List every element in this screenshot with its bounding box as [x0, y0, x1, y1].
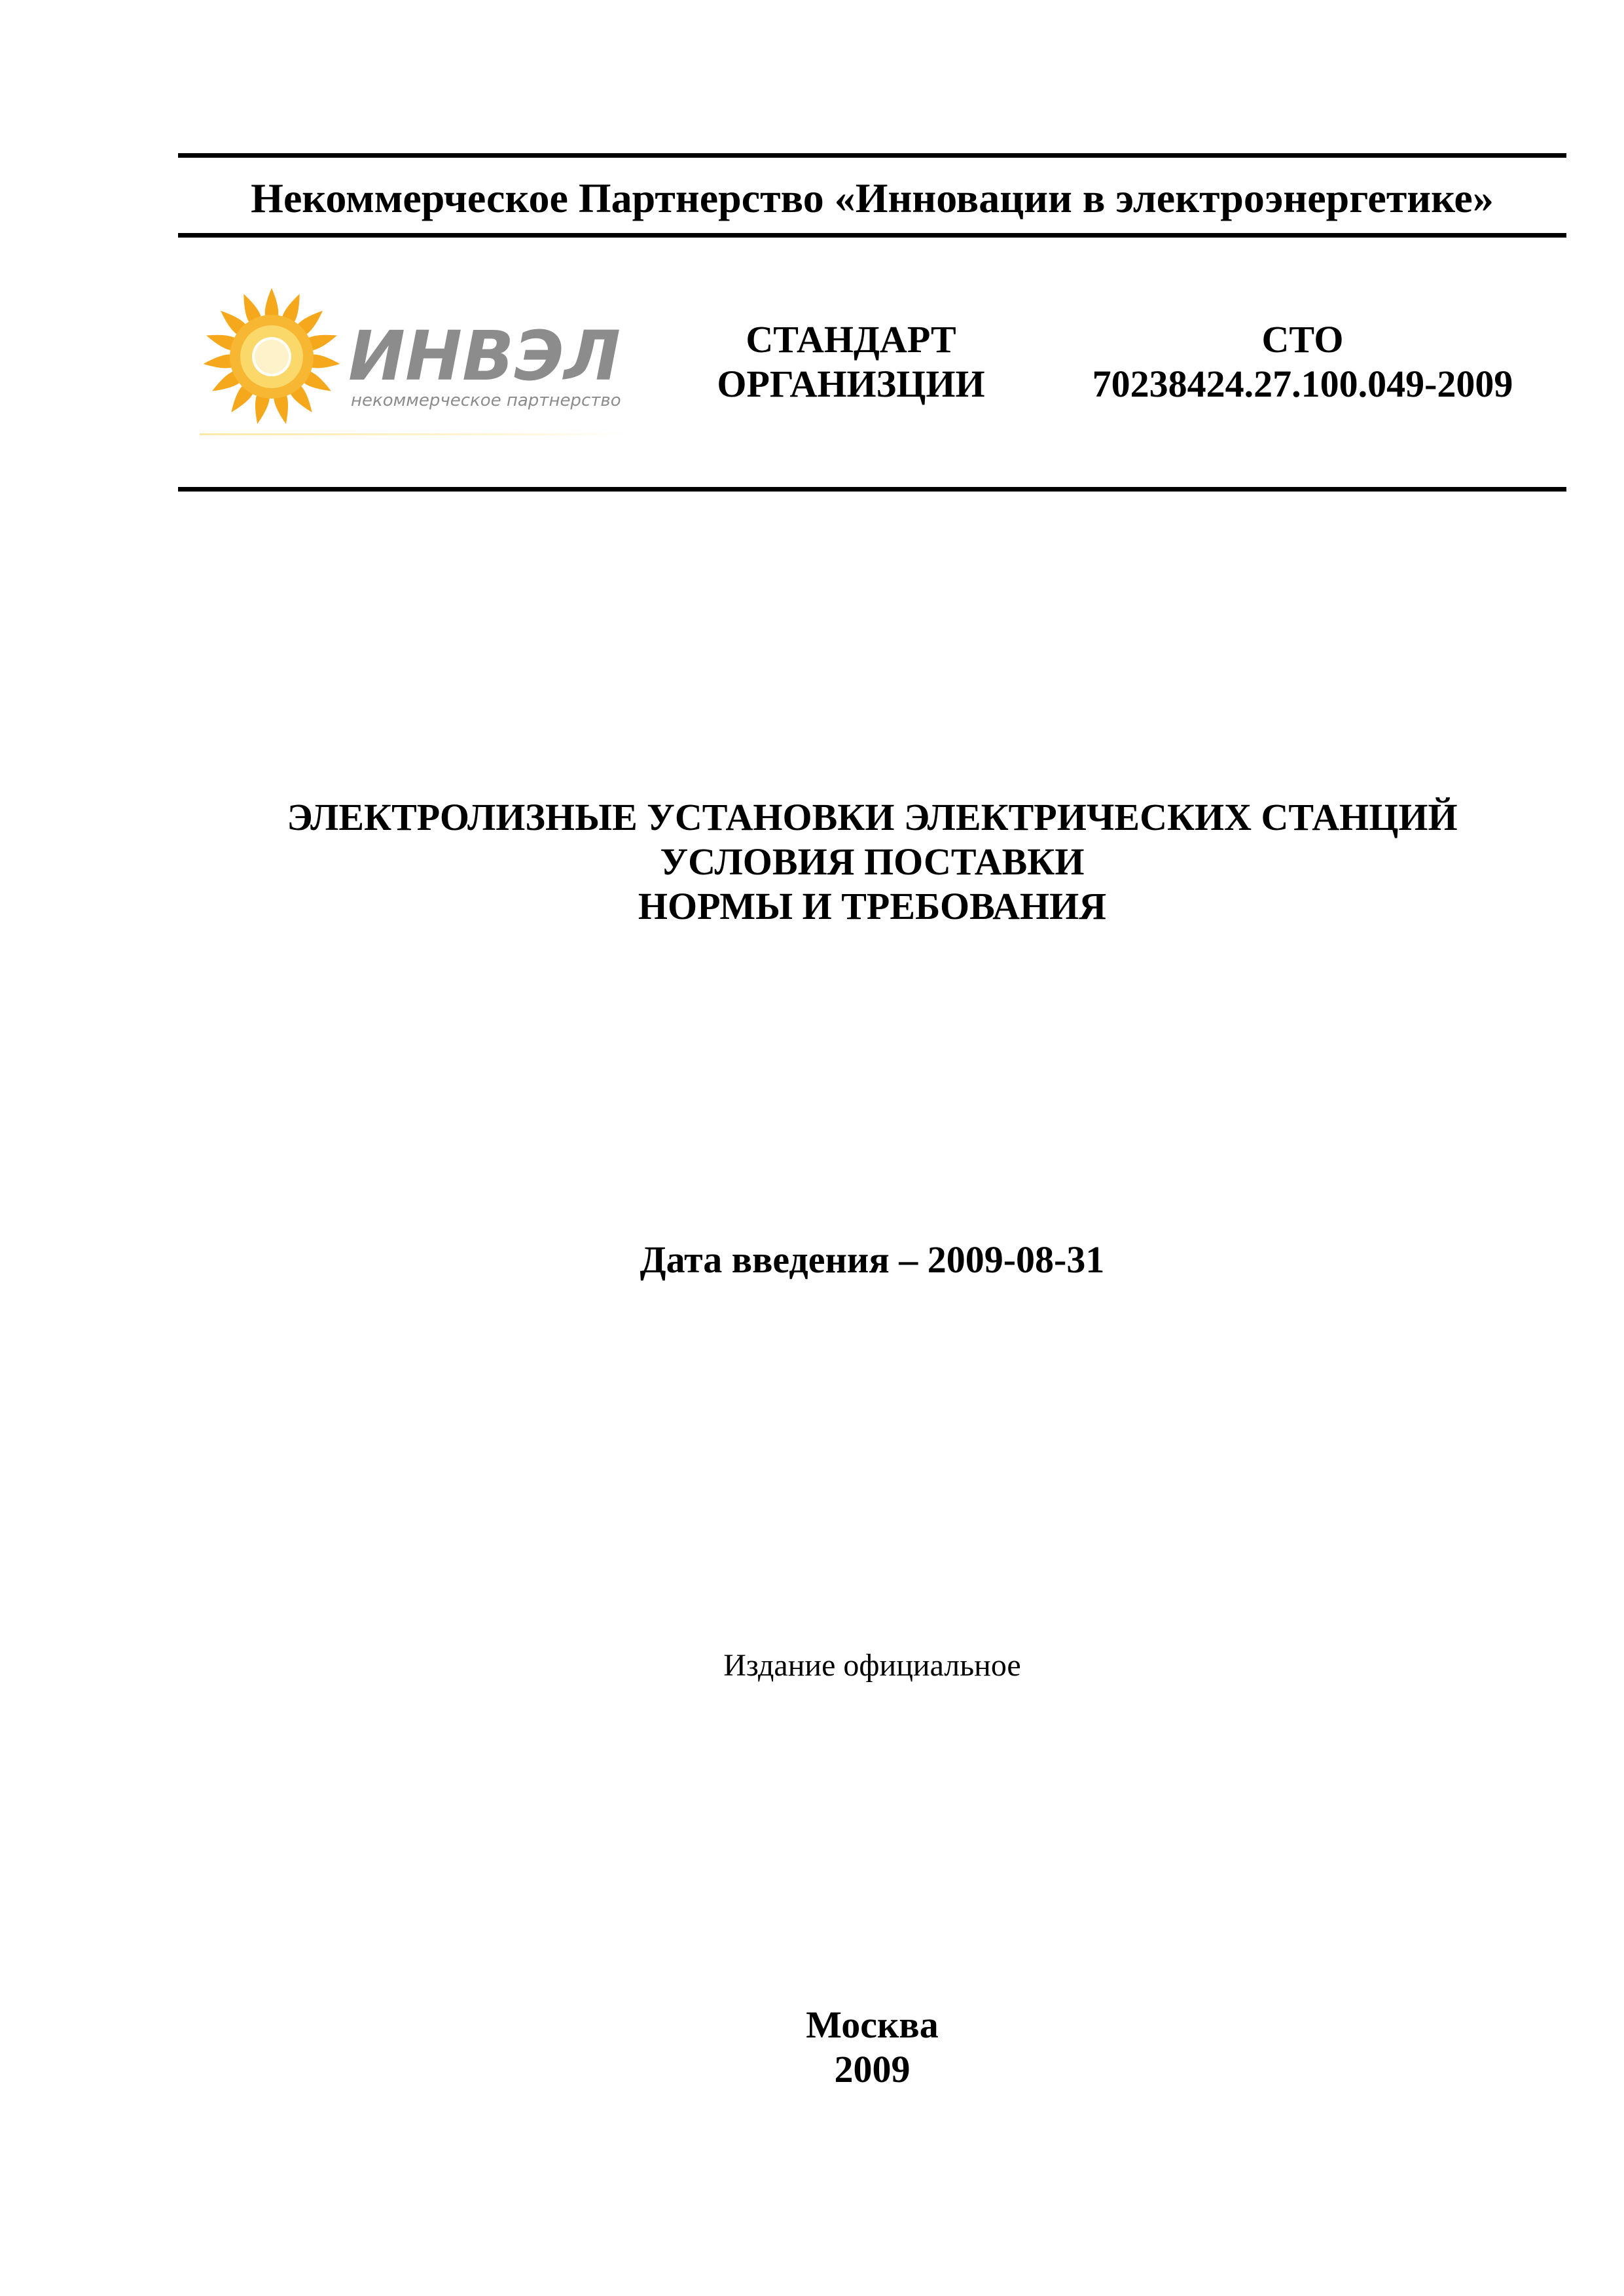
document-title-line-1: ЭЛЕКТРОЛИЗНЫЕ УСТАНОВКИ ЭЛЕКТРИЧЕСКИХ СТАНЦИЙ [287, 796, 1458, 838]
top-rule [178, 153, 1566, 158]
document-title [178, 795, 1566, 929]
header-block-bottom-rule [178, 487, 1566, 492]
standard-code-line-2: 70238424.27.100.049-2009 [1092, 363, 1513, 405]
publication-year: 2009 [834, 2048, 911, 2090]
organization-title: Некоммерческое Партнерство «Инновации в электроэнергетике» [251, 175, 1494, 221]
standard-code-line-1: СТО [1261, 318, 1344, 361]
document-title-line-2: УСЛОВИЯ ПОСТАВКИ [660, 840, 1085, 883]
edition-note: Издание официальное [723, 1648, 1021, 1683]
standard-type-line-1: СТАНДАРТ [746, 318, 956, 361]
publication-city: Москва [806, 2003, 939, 2046]
publication-place-year [178, 2003, 1566, 2092]
invel-logo [196, 281, 635, 439]
standard-code [1067, 317, 1538, 406]
introduction-date: Дата введения – 2009-08-31 [640, 1238, 1105, 1281]
sun-icon [202, 288, 340, 425]
logo-tagline: некоммерческое партнерство [351, 391, 621, 410]
header-bottom-rule [178, 233, 1566, 238]
logo-underline [200, 433, 632, 435]
logo-wordmark: ИНВЭЛ [348, 316, 621, 396]
standard-type-line-2: ОРГАНИЗЦИИ [717, 363, 985, 405]
document-title-line-3: НОРМЫ И ТРЕБОВАНИЯ [638, 885, 1107, 927]
standard-type [655, 317, 1047, 406]
